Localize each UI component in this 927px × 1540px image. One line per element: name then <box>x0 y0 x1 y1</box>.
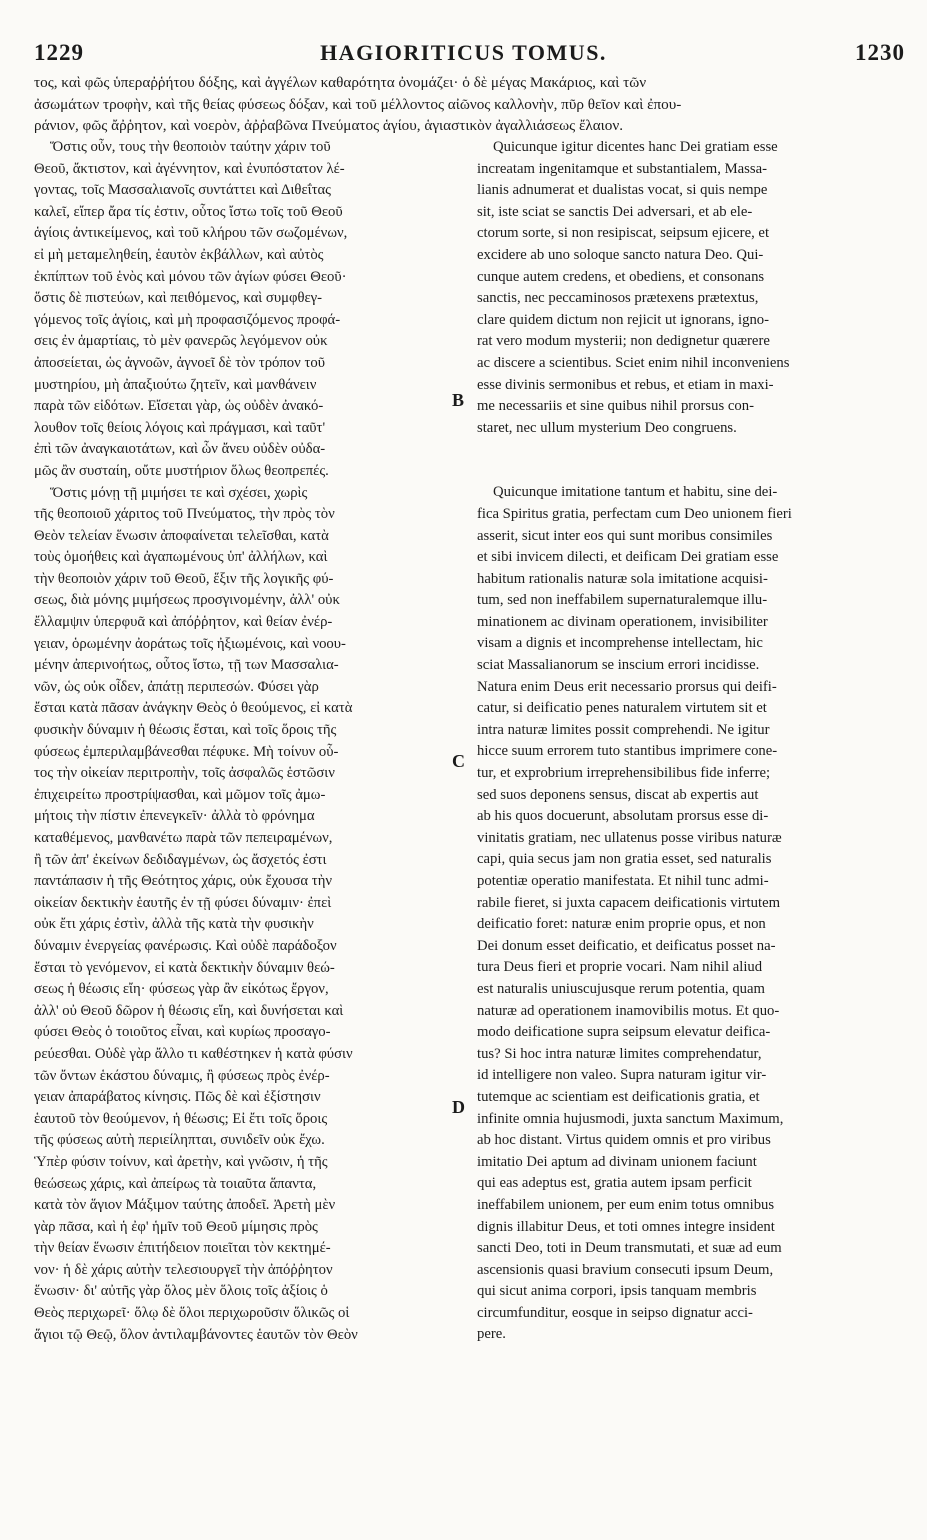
text-line: pere. <box>477 1326 506 1343</box>
text-line: Θεὸς περιχωρεῖ· ὅλῳ δὲ ὅλοι περιχωροῦσιν ὅλικῶς οἱ <box>34 1305 350 1322</box>
text-line: καταθέμενος, μανθανέτω παρὰ τῶν πεπειραμένων, <box>34 830 333 846</box>
text-line: σεις ἐν ἁμαρτίαις, τὸ μὲν φανερῶς λεγόμενον οὐκ <box>34 333 328 350</box>
text-line: νῶν, ὡς οὐκ οἶδεν, ἀπάτῃ περιπεσών. Φύσει γὰρ <box>34 678 319 695</box>
text-line: μυστηρίου, μὴ ἀπαξιούτω ζητεῖν, καὶ μανθάνειν <box>34 376 317 393</box>
text-line: excidere ab uno soloque sancto natura Deo. Qui- <box>477 246 764 263</box>
text-line: τῶν ὄντων ἑκάστου δύναμις, ἢ φύσεως πρὸς ἐνέρ- <box>34 1067 330 1084</box>
text-line: τῆς θεοποιοῦ χάριτος τοῦ Πνεύματος, τὴν πρὸς τὸν <box>34 506 335 523</box>
text-line: φύσει Θεὸς ὁ τοιοῦτος εἶναι, καὶ κυρίως προσαγο- <box>34 1024 331 1041</box>
text-line: intra naturæ limites possit comprehendi. Ne igitur <box>477 721 770 738</box>
text-line: οἰκείαν δεκτικὴν ἑαυτῆς ἐν τῇ φύσει δύναμιν· ἐπεὶ <box>34 894 332 911</box>
page-number-right: 1230 <box>855 40 905 65</box>
page-header <box>0 40 927 74</box>
text-line: ἀλλ' οὐ Θεοῦ δῶρον ἡ θέωσις εἴη, καὶ δυνήσεται καὶ <box>34 1002 344 1019</box>
text-line: Dei donum esset deificatio, et deificatus posset na- <box>477 937 776 954</box>
text-line: clare quidem dictum non rejicit ut ignorans, igno- <box>477 311 770 328</box>
text-line: τὴν θεοποιὸν χάριν τοῦ Θεοῦ, ἕξιν τῆς λογικῆς φύ- <box>34 570 334 587</box>
text-line: vinitatis gratiam, nec ullatenus posse viribus naturæ <box>477 829 782 846</box>
text-line: παντάπασιν ἡ τῆς Θεότητος χάρις, οὐκ ἔχουσα τὴν <box>34 873 333 890</box>
margin-letter-c: C <box>452 751 465 771</box>
text-line: μένην ἀπερινοήτως, οὗτος ἴστω, τῇ των Μασσαλια- <box>34 657 339 674</box>
text-line: Natura enim Deus erit necessario prorsus qui deifi- <box>477 678 777 695</box>
text-line: φυσικὴν δύναμιν ἡ θέωσις ἔσται, καὶ τοῖς ὅροις τῆς <box>34 722 337 739</box>
text-line: γειαν, ὁρωμένην ἀοράτως τοῖς ἠξιωμένοις, καὶ νοου- <box>34 635 346 652</box>
text-line: naturæ ad operationem inamovibilis motus. Et quo- <box>477 1002 780 1019</box>
text-line: ab his quos docuerunt, absolutam prorsus esse di- <box>477 808 769 825</box>
text-line: tutemque ac scientiam est deificationis gratia, et <box>477 1088 760 1105</box>
text-line: imitatio Dei aptum ad divinam unionem faciunt <box>477 1153 757 1170</box>
text-line: staret, nec ullum mysterium Deo congruens. <box>477 419 737 436</box>
text-line: lianis adnumerat et dualistas vocat, si quis nempe <box>477 182 768 199</box>
text-line: Quicunque igitur dicentes hanc Dei gratiam esse <box>493 139 778 155</box>
text-line: κατὰ τὸν ἅγιον Μάξιμον ταύτης ἀποδεῖ. Ἀρετὴ μὲν <box>34 1197 336 1214</box>
paragraph-gap <box>477 439 905 482</box>
text-line: circumfunditur, eosque in seipso dignatur acci- <box>477 1304 753 1321</box>
text-line: ἀποσείεται, ὡς ἀγνοῶν, ἀγνοεῖ δὲ τὸν τρόπον τοῦ <box>34 354 325 371</box>
text-line: catur, si deificatio penes naturalem virtutem sit et <box>477 700 767 717</box>
text-line: tur, et exprobrium irreprehensibilibus fide inferre; <box>477 765 771 782</box>
text-line: ctorum sorte, si non resipiscat, seipsum ejicere, et <box>477 225 770 242</box>
latin-column <box>477 137 905 1346</box>
text-line: Θεοῦ, ἄκτιστον, καὶ ἀγέννητον, καὶ ἐνυπόστατον λέ- <box>34 160 345 177</box>
text-line: σεως ἡ θέωσις εἴη· φύσεως γὰρ ἂν εἰκότως ἔργον, <box>34 981 329 998</box>
text-line: ineffabilem unionem, per eum enim totus omnibus <box>477 1196 775 1213</box>
text-line: δύναμιν ἐνεργείας φανέρωσις. Καὶ οὐδὲ παράδοξον <box>34 937 337 954</box>
text-line: Ὅστις μόνῃ τῇ μιμήσει τε καὶ σχέσει, χωρὶς <box>50 484 308 501</box>
text-line: ἐπὶ τῶν ἀναγκαιοτάτων, καὶ ὧν ἄνευ οὐδὲν οὐδα- <box>34 441 326 458</box>
text-line: καλεῖ, εἴπερ ἄρα τίς ἐστιν, οὗτος ἴστω τοῖς τοῦ Θεοῦ <box>34 203 343 220</box>
text-line: tus? Si hoc intra naturæ limites comprehendatur, <box>477 1045 762 1062</box>
text-line: ἐπιχειρείτω προστρίψασθαι, καὶ μῶμον τοῖς ἀμω- <box>34 786 326 803</box>
page-number-left: 1229 <box>34 40 84 65</box>
text-line: capi, quia secus jam non gratia esset, sed naturalis <box>477 851 772 868</box>
text-line: sciat Massalianorum se inscium errori incidisse. <box>477 657 760 674</box>
text-line: γοντας, τοῖς Μασσαλιανοῖς συντάττει καὶ Διθεΐτας <box>34 182 331 199</box>
text-line: τῆς φύσεως αὐτὴ περιείληπται, συνιδεῖν οὐκ ἔχω. <box>34 1132 325 1149</box>
text-line: qui sicut anima corpori, ipsis tanquam membris <box>477 1283 757 1300</box>
text-line: sit, iste sciat se sanctis Dei adversari, et ab ele- <box>477 203 753 220</box>
text-line: ὅστις δὲ πιστεύων, καὶ πειθόμενος, καὶ συμφθεγ- <box>34 290 323 307</box>
text-line: habitum rationalis naturæ sola imitatione acquisi- <box>477 570 768 587</box>
text-line: ἔλλαμψιν ὑπερφυᾶ καὶ ἀπόῤῥητον, καὶ θείαν ἐνέρ- <box>34 614 333 631</box>
text-line: potentiæ operatio manifestata. Et nihil tunc admi- <box>477 873 769 889</box>
text-line: sancti Deo, toti in Deum transmutati, et suæ ad eum <box>477 1240 782 1257</box>
greek-column <box>34 137 464 1346</box>
text-line: ἔσται τὸ γενόμενον, εἰ κατὰ δεκτικὴν δύναμιν θεώ- <box>34 959 335 976</box>
text-line: me necessariis et sine quibus nihil prorsus con- <box>477 398 754 415</box>
text-line: ab hoc distant. Virtus quidem omnis et pro viribus <box>477 1132 771 1149</box>
text-line: hicce suum errorem tuto stantibus imprimere cone- <box>477 743 778 760</box>
text-line: visam a dignis et incomprehense intellectam, hic <box>477 635 763 652</box>
text-line: rat vero modum mysterii; non dedignetur quærere <box>477 333 770 350</box>
text-line: ἢ τῶν ἀπ' ἐκείνων δεδιδαγμένων, ὡς ἄσχετός ἐστι <box>34 851 327 868</box>
full-width-greek-text <box>34 72 904 137</box>
text-line: sanctis, nec peccaminosos prætexens prætextus, <box>477 290 759 307</box>
text-line: τος, καὶ φῶς ὑπεραῤῥήτου δόξης, καὶ ἀγγέλων καθαρότητα ὀνομάζει· ὁ δὲ μέγας Μακάριος, καὶ τῶν <box>34 74 647 91</box>
text-line: Θεὸν τελείαν ἕνωσιν ἀποφαίνεται τελεῖσθαι, κατὰ <box>34 527 329 544</box>
text-line: fica Spiritus gratia, perfectam cum Deo unionem fieri <box>477 505 792 522</box>
text-line: τὴν θείαν ἕνωσιν ἐπιτήδειον ποιεῖται τὸν κεκτημέ- <box>34 1240 331 1257</box>
text-line: ἕνωσιν· δι' αὐτῆς γὰρ ὅλος μὲν ὅλοις τοῖς ἀξίοις ὁ <box>34 1283 328 1300</box>
text-line: γὰρ πᾶσα, καὶ ἡ ἐφ' ἡμῖν τοῦ Θεοῦ μίμησις πρὸς <box>34 1218 318 1235</box>
text-line: est naturalis uniuscujusque rerum potentia, quam <box>477 980 765 997</box>
text-line: tum, sed non ineffabilem supernaturalemque illu- <box>477 592 768 609</box>
text-line: tura Deus fieri et proprie vocari. Nam nihil aliud <box>477 959 763 976</box>
text-line: deificatio foret: naturæ enim proprie opus, et non <box>477 916 766 933</box>
text-line: Quicunque imitatione tantum et habitu, sine dei- <box>493 484 778 501</box>
text-line: et sibi invicem dilecti, et deificam Dei gratiam esse <box>477 549 779 566</box>
text-line: ἔσται κατὰ πᾶσαν ἀνάγκην Θεὸς ὁ θεούμενος, εἰ κατὰ <box>34 700 353 717</box>
text-line: φύσεως ἐμπεριλαμβάνεσθαι πέφυκε. Μὴ τοίνυν οὗ- <box>34 743 339 760</box>
text-line: id intelligere non valeo. Supra naturam igitur vir- <box>477 1067 767 1084</box>
text-line: νον· ἡ δὲ χάρις αὐτὴν τελεσιουργεῖ τὴν ἀπόῤῥητον <box>34 1261 333 1278</box>
text-line: ἅγιοι τῷ Θεῷ, ὅλον ἀντιλαμβάνοντες ἑαυτῶν τὸν Θεὸν <box>34 1326 358 1343</box>
text-line: ρεύεσθαι. Οὐδὲ γὰρ ἄλλο τι καθέστηκεν ἡ κατὰ φύσιν <box>34 1045 353 1062</box>
text-line: cunque autem credens, et obediens, et consonans <box>477 268 765 285</box>
text-line: οὐκ ἔτι χάρις ἐστὶν, ἀλλὰ τῆς κατὰ τὴν φυσικὴν <box>34 916 314 933</box>
text-line: παρὰ τῶν εἰδότων. Εἴσεται γὰρ, ὡς οὐδὲν ἀνακό- <box>34 398 324 415</box>
text-line: τοὺς ὁμοήθεις καὶ ἀγαπωμένους ὑπ' ἀλλήλων, καὶ <box>34 549 328 566</box>
text-line: modo deificatione supra seipsum elevatur deifica- <box>477 1024 771 1041</box>
text-line: esse divinis sermonibus et rebus, et etiam in maxi- <box>477 376 774 393</box>
text-line: ἐκπίπτων τοῦ ἑνὸς καὶ μόνου τῶν ἁγίων φύσει Θεοῦ· <box>34 268 347 285</box>
text-line: ascensionis quasi bravium consecuti ipsum Deum, <box>477 1261 774 1278</box>
text-line: rabile fieret, si juxta capacem deificationis virtutem <box>477 894 781 911</box>
text-line: minationem ac divinam operationem, invisibiliter <box>477 613 768 630</box>
latin-paragraph-1 <box>477 137 905 439</box>
margin-letter-d: D <box>452 1097 465 1117</box>
latin-paragraph-2 <box>477 482 905 1346</box>
text-line: ac discere a scientibus. Sciet enim nihil inconveniens <box>477 354 790 371</box>
text-line: εἰ μὴ μεταμεληθείη, ἑαυτὸν ἐκβάλλων, καὶ αὐτὸς <box>34 246 324 263</box>
text-line: ράνιον, φῶς ἄῤῥητον, καὶ νοερὸν, ἀῤῥαβῶνα Πνεύματος ἁγίου, ἁγιαστικὸν ἀγαλλιάσεως ἔλαιον. <box>34 117 624 135</box>
text-line: ἑαυτοῦ τὸν θεούμενον, ἡ θέωσις; Εἰ ἔτι τοῖς ὅροις <box>34 1110 328 1127</box>
text-line: θεώσεως χάρις, καὶ ἀπείρως τὰ τοιαῦτα ἅπαντα, <box>34 1175 317 1192</box>
text-line: dignis illabitur Deus, et toti omnes integre insident <box>477 1218 775 1235</box>
text-line: γειαν ἀπαράβατος κίνησις. Πῶς δὲ καὶ ἐξίστησιν <box>34 1089 321 1106</box>
text-line: γόμενος τοῖς ἁγίοις, καὶ μὴ προφασιζόμενος προφά- <box>34 311 341 328</box>
text-line: infinite omnia hujusmodi, juxta sanctum Maximum, <box>477 1110 784 1127</box>
text-line: qui eas adeptus est, gratia autem ipsam perficit <box>477 1175 752 1192</box>
text-line: τος τὴν οἰκείαν περιτροπὴν, τοῖς ἀσφαλῶς ἑστῶσιν <box>34 765 335 782</box>
text-line: μήτοις τὴν πίστιν ἐπενεγκεῖν· ἀλλὰ τὸ φρόνημα <box>34 808 315 825</box>
text-line: ἀσωμάτων τροφὴν, καὶ τῆς θείας φύσεως δόξαν, καὶ τοῦ μέλλοντος αἰῶνος καλλονὴν, πῦρ θεῖον καὶ ἐπου- <box>34 95 682 113</box>
text-line: asserit, sicut inter eos qui sunt moribus consimiles <box>477 527 773 544</box>
text-line: σεως, διὰ μόνης μιμήσεως προσγινομένην, ἀλλ' οὐκ <box>34 592 340 609</box>
text-line: Ὅστις οὖν, τους τὴν θεοποιὸν ταύτην χάριν τοῦ <box>50 139 331 155</box>
text-line: Ὑπὲρ φύσιν τοίνυν, καὶ ἀρετὴν, καὶ γνῶσιν, ἡ τῆς <box>34 1153 328 1170</box>
text-line: μῶς ἂν συσταίη, οὔτε μυστήριον ὅλως θεοπρεπές. <box>34 462 329 479</box>
text-line: increatam ingenitamque et substantialem, Massa- <box>477 160 767 177</box>
text-line: sed suos deponens sensus, discat ab expertis aut <box>477 786 759 803</box>
text-line: λουθον τοῖς θείοις λόγοις καὶ πράγμασι, καὶ ταῦτ' <box>34 419 326 436</box>
margin-letter-b: B <box>452 390 465 410</box>
running-title: HAGIORITICUS TOMUS. <box>320 40 607 65</box>
text-line: ἁγίοις ἀντικείμενος, καὶ τοῦ κλήρου τῶν σωζομένων, <box>34 225 348 242</box>
